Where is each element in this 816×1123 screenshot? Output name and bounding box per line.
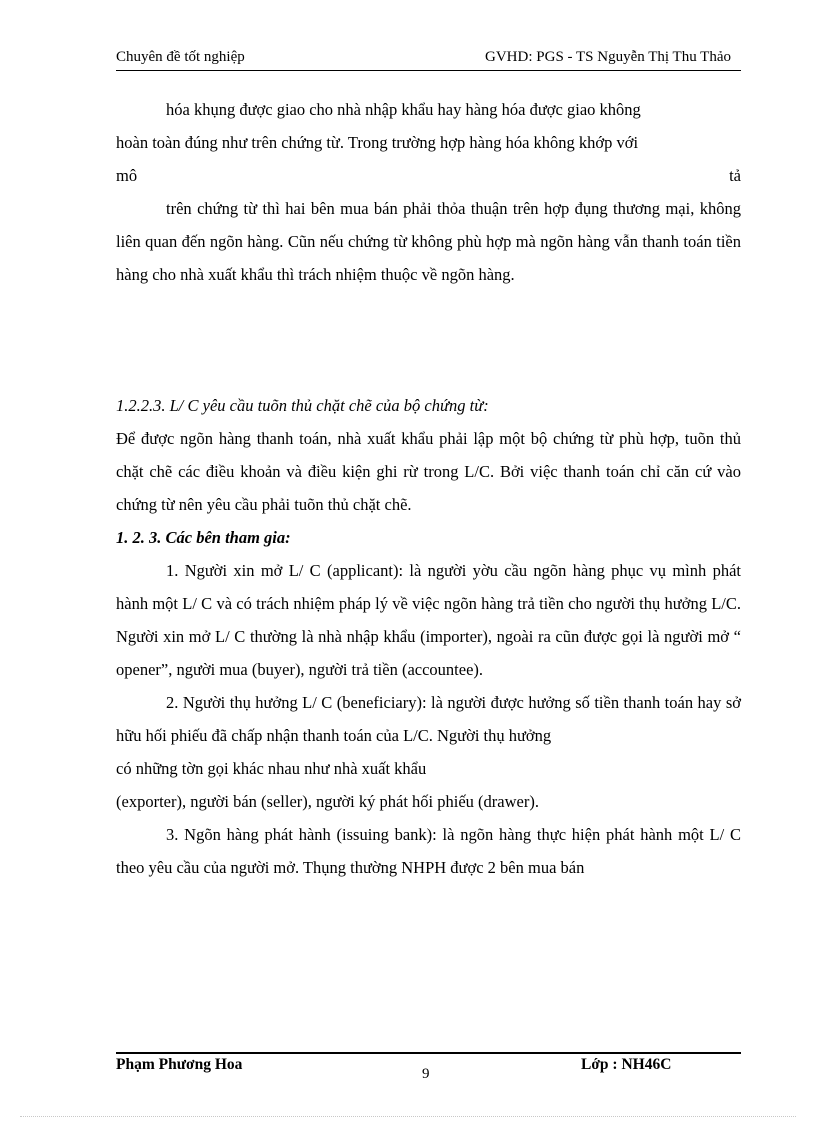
list-item-2: 2. Người thụ hưởng L/ C (beneficiary): là người được hưởng số tiền thanh toán hay sở hữu hối phiếu đã chấp nhận thanh toán của L/C. Người thụ hưởng [116,693,741,745]
header-advisor: GVHD: PGS - TS Nguyễn Thị Thu Thảo [485,49,731,65]
subsection-heading: 1.2.2.3. L/ C yêu cầu tuõn thủ chặt chẽ của bộ chứng từ: [116,396,489,415]
page-number: 9 [422,1066,430,1082]
list-item-1: 1. Người xin mở L/ C (applicant): là người yờu cầu ngõn hàng phục vụ mình phát hành một L/ C và có trách nhiệm pháp lý về việc ngõn hàng trả tiền cho người thụ hưởng L/C. Người xin mở L/ C thường là nhà nhập khẩu (importer), ngoài ra cũn được gọi là người mở “ opener”, người mua (buyer), người trả tiền (accountee). [116,561,741,679]
page-header [116,48,741,71]
spacer [116,291,741,389]
footer-class: Lớp : NH46C [581,1056,672,1073]
list-item-2-line-3: có những tờn gọi khác nhau như nhà xuất khẩu [116,759,427,778]
list-item-3: 3. Ngõn hàng phát hành (issuing bank): là ngõn hàng thực hiện phát hành một L/ C theo yêu cầu của người mở. Thụng thường NHPH được 2 bên mua bán [116,825,741,877]
paragraph-1-line-3-right: tả [729,166,741,185]
paragraph-1-line-3-left: mô [116,166,138,185]
paragraph-2: trên chứng từ thì hai bên mua bán phải thỏa thuận trên hợp đụng thương mại, không liên quan đến ngõn hàng. Cũn nếu chứng từ không phù hợp mà ngõn hàng vẫn thanh toán tiền hàng cho nhà xuất khẩu thì trách nhiệm thuộc về ngõn hàng. [116,199,741,284]
paragraph-1-line-2: hoàn toàn đúng như trên chứng từ. Trong trường hợp hàng hóa không khớp với [116,133,639,152]
footer-divider [116,1052,741,1054]
header-title: Chuyên đề tốt nghiệp [116,49,245,65]
page-body [116,93,741,884]
section-heading: 1. 2. 3. Các bên tham gia: [116,528,291,547]
footer-author: Phạm Phương Hoa [116,1056,243,1073]
page-bottom-dotted-line [20,1116,796,1117]
paragraph-1-line-1: hóa khụng được giao cho nhà nhập khẩu hay hàng hóa được giao không [166,100,641,119]
paragraph-3: Để được ngõn hàng thanh toán, nhà xuất khẩu phải lập một bộ chứng từ phù hợp, tuõn thủ chặt chẽ các điều khoản và điều kiện ghi rừ trong L/C. Bởi việc thanh toán chỉ căn cứ vào chứng từ nên yêu cầu phải tuõn thủ chặt chẽ. [116,429,741,514]
list-item-2-line-4: (exporter), người bán (seller), người ký phát hối phiếu (drawer). [116,792,539,811]
page-footer [116,1056,741,1086]
paragraph-1-line-3 [116,159,741,192]
